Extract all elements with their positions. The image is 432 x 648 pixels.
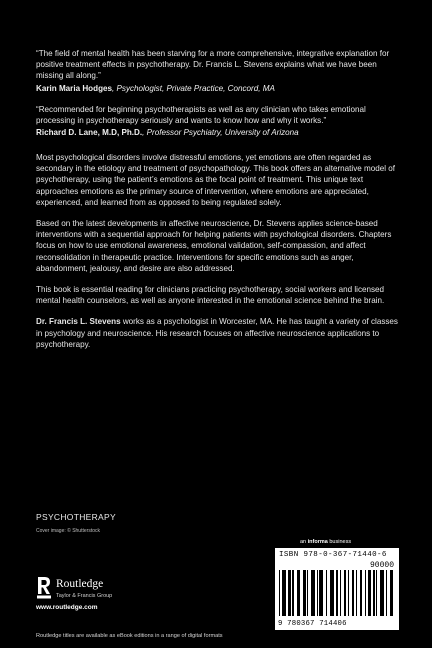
barcode-bar: [380, 570, 384, 616]
barcode-bar: [279, 570, 280, 616]
barcode-bar: [282, 570, 286, 616]
routledge-r-logo-icon: [36, 576, 52, 600]
cover-image-credit: Cover image: © Shutterstock: [36, 528, 100, 534]
ebook-availability-note: Routledge titles are available as eBook editions in a range of digital formats: [36, 633, 223, 639]
barcode-bar: [288, 570, 291, 616]
quote-2-attribution: [36, 127, 398, 138]
barcode-bar: [386, 570, 387, 616]
barcode-bar: [340, 570, 341, 616]
quote-1-role: , Psychologist, Private Practice, Concord, MA: [112, 83, 275, 93]
quote-2-text: “Recommended for beginning psychotherapists as well as any clinician who takes emotional processing in psychotherapy seriously and wants to know how and why it works.”: [36, 104, 366, 125]
isbn-text: ISBN 978-0-367-71440-6: [279, 551, 387, 559]
barcode-bar: [344, 570, 347, 616]
subject-category: PSYCHOTHERAPY: [36, 512, 116, 522]
barcode-bars: [279, 570, 395, 616]
informa-prefix: an: [300, 539, 308, 545]
barcode-bar: [336, 570, 339, 616]
author-bio: [36, 316, 398, 350]
barcode-bar: [373, 570, 374, 616]
barcode-bar: [297, 570, 301, 616]
publisher-name: Routledge: [56, 578, 104, 590]
barcode-bar: [390, 570, 394, 616]
quote-1-text: “The field of mental health has been starving for a more comprehensive, integrative explanation for positive treatment effects in psychotherapy. Dr. Francis L. Stevens explains what we have been missing all along.”: [36, 49, 390, 81]
quote-2-role: , Professor Psychiatry, University of Arizona: [142, 128, 299, 138]
back-cover-text: [36, 48, 398, 360]
isbn-barcode: [275, 548, 399, 630]
barcode-bar: [317, 570, 318, 616]
publisher-logo: [36, 576, 186, 610]
barcode-bar: [292, 570, 293, 616]
quote-1-name: Karin Maria Hodges: [36, 83, 113, 93]
author-bio-text: works as a psychologist in Worcester, MA. He has taught a variety of classes in psychology and neuroscience. His research focuses on affective neuroscience applications to psychotherapy.: [36, 317, 398, 349]
barcode-bar: [330, 570, 334, 616]
barcode-bar: [348, 570, 349, 616]
informa-suffix: business: [327, 539, 352, 545]
barcode-bar: [365, 570, 366, 616]
barcode-bar: [356, 570, 357, 616]
barcode-bar: [368, 570, 371, 616]
description-paragraph-1: Most psychological disorders involve distressful emotions, yet emotions are often regarded as secondary in the etiology and treatment of psychopathology. This book offers an alternative model of psychotherapy, using the patient’s emotions as the focal point of treatment. This unique text approaches emotions as the primary source of intervention, where emotions are appreciated, experienced, and learned from as opposed to being regulated solely.: [36, 153, 396, 207]
barcode-bar: [360, 570, 363, 616]
description-paragraph-3: This book is essential reading for clinicians practicing psychotherapy, social workers and licensed mental health counselors, as well as anyone interested in the emotional science behind the brain.: [36, 285, 385, 306]
description-paragraph-2: Based on the latest developments in affective neuroscience, Dr. Stevens applies science-based interventions with a sequential approach for helping patients with psychological disorders. Chapters focus on how to use emotional awareness, emotional validation, self-compassion, and affect reconsolidation in therapeutic practice. Interventions for specific emotions such as anger, abandonment, jealousy, and desire are also addressed.: [36, 219, 392, 273]
quote-1-attribution: [36, 83, 398, 94]
informa-word: informa: [307, 539, 328, 545]
ean-number: 9 780367 714406: [278, 620, 347, 628]
author-name: Dr. Francis L. Stevens: [36, 317, 121, 327]
price-code: 90000: [369, 561, 394, 570]
informa-business-tag: [300, 539, 351, 545]
barcode-bar: [326, 570, 327, 616]
quote-2-name: Richard D. Lane, M.D, Ph.D.: [36, 128, 143, 138]
barcode-bar: [303, 570, 306, 616]
barcode-bar: [319, 570, 323, 616]
barcode-bar: [376, 570, 377, 616]
publisher-url: www.routledge.com: [36, 604, 98, 611]
barcode-bar: [307, 570, 308, 616]
barcode-bar: [311, 570, 315, 616]
barcode-bar: [352, 570, 355, 616]
publisher-group: Taylor & Francis Group: [56, 593, 113, 599]
